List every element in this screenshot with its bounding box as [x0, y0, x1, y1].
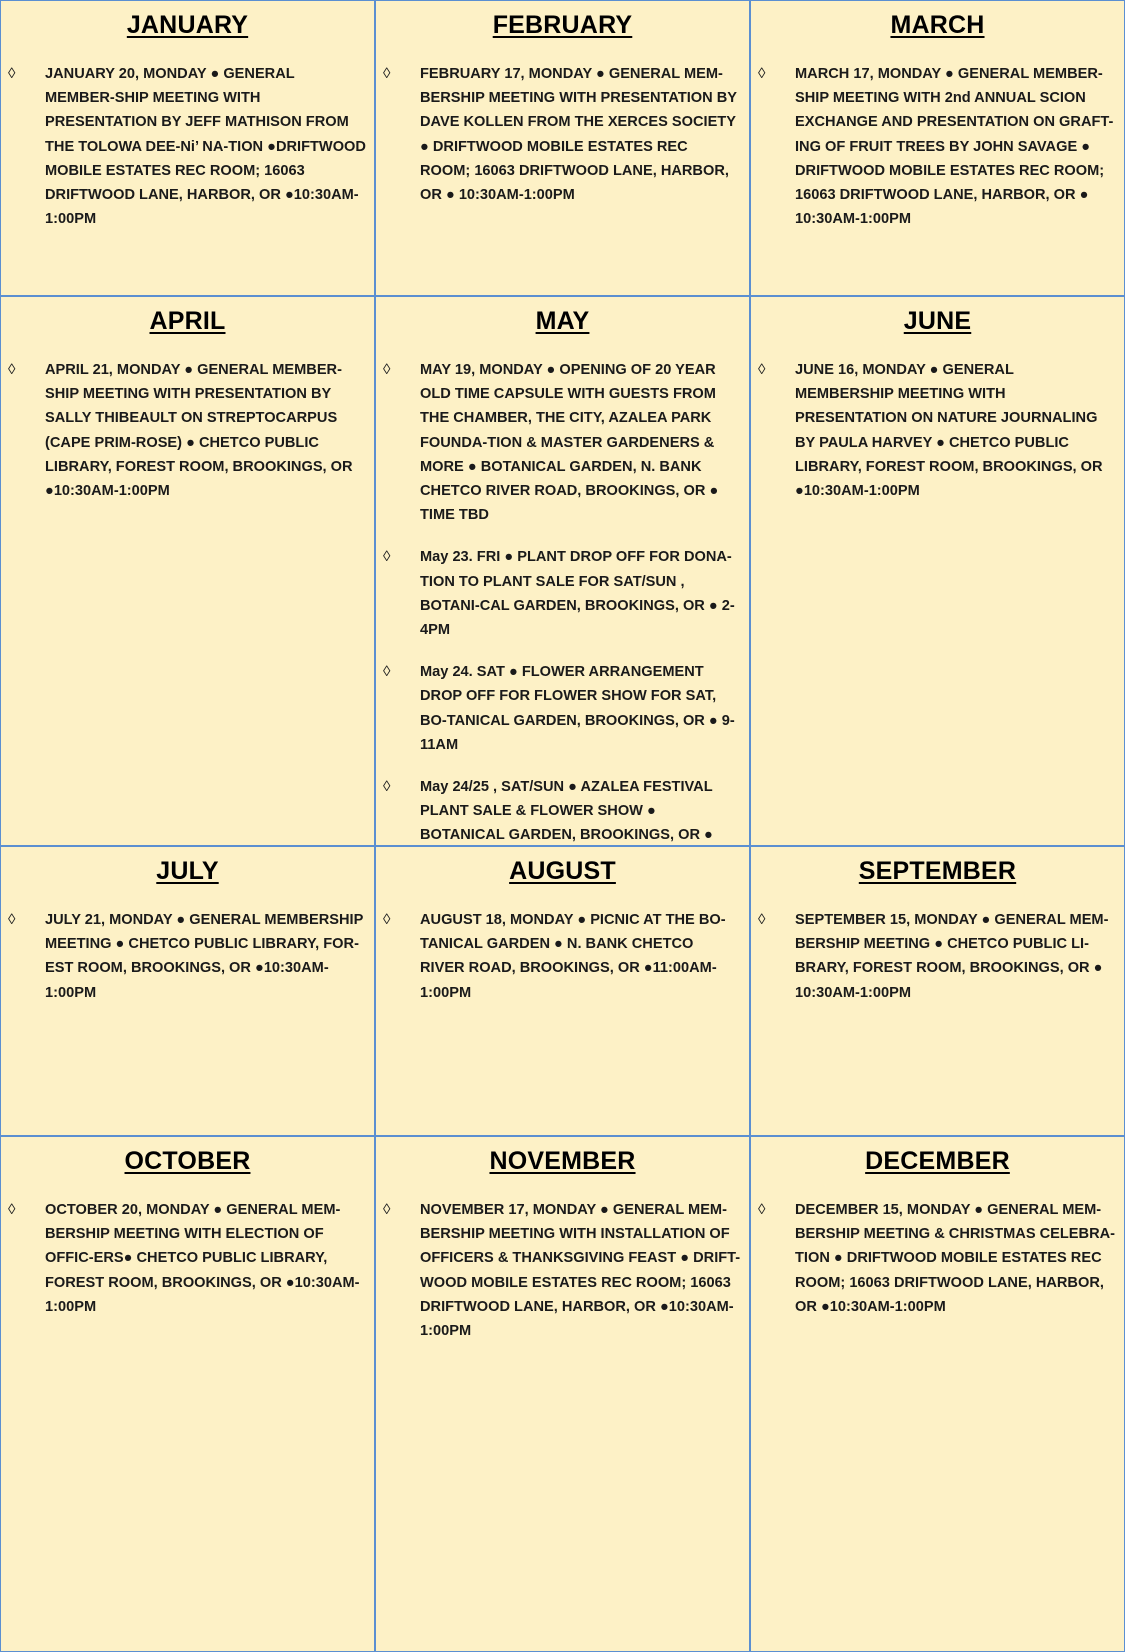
event-text: May 24. SAT ● FLOWER ARRANGEMENT DROP OFF FOR FLOWER SHOW FOR SAT, BO-TANICAL GARDEN, BROOKINGS, OR ● 9-11AM [420, 664, 735, 753]
event-item [9, 908, 366, 1005]
month-title: DECEMBER [865, 1147, 1010, 1175]
month-title: JULY [156, 857, 219, 885]
event-item [759, 62, 1116, 231]
month-cell-december [750, 1136, 1125, 1652]
month-title: MAY [535, 307, 590, 335]
diamond-bullet-icon: ◊ [8, 361, 16, 378]
diamond-bullet-icon: ◊ [8, 65, 16, 82]
event-text: May 24/25 , SAT/SUN ● AZALEA FESTIVAL PLANT SALE & FLOWER SHOW ● BOTANICAL GARDEN, BROOKINGS, OR ● [420, 779, 713, 844]
month-title: FEBRUARY [492, 11, 633, 39]
event-item [384, 1198, 741, 1343]
event-text: JUNE 16, MONDAY ● GENERAL MEMBERSHIP MEETING WITH PRESENTATION ON NATURE JOURNALING BY PAULA HARVEY ● CHETCO PUBLIC LIBRARY, FOREST ROOM, BROOKINGS, OR ●10:30AM-1:00PM [795, 362, 1103, 500]
diamond-bullet-icon: ◊ [758, 361, 766, 378]
event-item [384, 358, 741, 527]
event-text: JULY 21, MONDAY ● GENERAL MEMBERSHIP MEETING ● CHETCO PUBLIC LIBRARY, FOR-EST ROOM, BROOKINGS, OR ●10:30AM-1:00PM [45, 912, 364, 1001]
diamond-bullet-icon: ◊ [383, 911, 391, 928]
event-text: OCTOBER 20, MONDAY ● GENERAL MEM-BERSHIP MEETING WITH ELECTION OF OFFIC-ERS● CHETCO PUBLIC LIBRARY, FOREST ROOM, BROOKINGS, OR ●10:30AM-1:00PM [45, 1202, 360, 1315]
month-cell-may [375, 296, 750, 846]
event-text: DECEMBER 15, MONDAY ● GENERAL MEM-BERSHIP MEETING & CHRISTMAS CELEBRA-TION ● DRIFTWOOD MOBILE ESTATES REC ROOM; 16063 DRIFTWOOD LANE, HARBOR, OR ●10:30AM-1:00PM [795, 1202, 1116, 1315]
event-text: SEPTEMBER 15, MONDAY ● GENERAL MEM-BERSHIP MEETING ● CHETCO PUBLIC LI-BRARY, FOREST ROOM, BROOKINGS, OR ● 10:30AM-1:00PM [795, 912, 1109, 1001]
event-text: MARCH 17, MONDAY ● GENERAL MEMBER-SHIP MEETING WITH 2nd ANNUAL SCION EXCHANGE AND PRESENTATION ON GRAFT-ING OF FRUIT TREES BY JOHN SAVAGE ● DRIFTWOOD MOBILE ESTATES REC ROOM; 16063 DRIFTWOOD LANE, HARBOR, OR ● 10:30AM-1:00PM [795, 66, 1114, 228]
diamond-bullet-icon: ◊ [8, 911, 16, 928]
event-item [384, 908, 741, 1005]
month-cell-september [750, 846, 1125, 1136]
month-title: AUGUST [509, 857, 616, 885]
month-cell-february [375, 0, 750, 296]
month-cell-april [0, 296, 375, 846]
month-cell-august [375, 846, 750, 1136]
month-title: JANUARY [126, 11, 249, 39]
diamond-bullet-icon: ◊ [383, 361, 391, 378]
event-item [759, 358, 1116, 503]
event-text: May 23. FRI ● PLANT DROP OFF FOR DONA-TION TO PLANT SALE FOR SAT/SUN , BOTANI-CAL GARDEN, BROOKINGS, OR ● 2-4PM [420, 549, 735, 639]
event-item [384, 775, 741, 846]
month-cell-june [750, 296, 1125, 846]
diamond-bullet-icon: ◊ [383, 548, 391, 566]
month-title: NOVEMBER [489, 1147, 636, 1175]
event-item [759, 1198, 1116, 1319]
event-item [384, 62, 741, 207]
event-item [759, 908, 1116, 1005]
event-text: JANUARY 20, MONDAY ● GENERAL MEMBER-SHIP MEETING WITH PRESENTATION BY JEFF MATHISON FROM THE TOLOWA DEE-Ni’ NA-TION ●DRIFTWOOD MOBILE ESTATES REC ROOM; 16063 DRIFTWOOD LANE, HARBOR, OR ●10:30AM-1:00PM [45, 66, 366, 228]
event-item [9, 62, 366, 231]
event-text: NOVEMBER 17, MONDAY ● GENERAL MEM-BERSHIP MEETING WITH INSTALLATION OF OFFICERS & THANKSGIVING FEAST ● DRIFT-WOOD MOBILE ESTATES REC ROOM; 16063 DRIFTWOOD LANE, HARBOR, OR ●10:30AM-1:00PM [420, 1202, 741, 1340]
month-title: APRIL [149, 307, 226, 335]
diamond-bullet-icon: ◊ [758, 65, 766, 82]
month-cell-november [375, 1136, 750, 1652]
month-cell-july [0, 846, 375, 1136]
event-text: AUGUST 18, MONDAY ● PICNIC AT THE BO-TANICAL GARDEN ● N. BANK CHETCO RIVER ROAD, BROOKINGS, OR ●11:00AM-1:00PM [420, 912, 726, 1001]
event-item [9, 1198, 366, 1319]
event-text: APRIL 21, MONDAY ● GENERAL MEMBER-SHIP MEETING WITH PRESENTATION BY SALLY THIBEAULT ON STREPTOCARPUS (CAPE PRIM-ROSE) ● CHETCO PUBLIC LIBRARY, FOREST ROOM, BROOKINGS, OR ●10:30AM-1:00PM [45, 362, 353, 500]
month-title: SEPTEMBER [858, 857, 1017, 885]
diamond-bullet-icon: ◊ [8, 1201, 16, 1218]
month-cell-october [0, 1136, 375, 1652]
diamond-bullet-icon: ◊ [383, 1201, 391, 1218]
month-title: OCTOBER [124, 1147, 251, 1175]
month-title: MARCH [890, 11, 985, 39]
event-text: MAY 19, MONDAY ● OPENING OF 20 YEAR OLD TIME CAPSULE WITH GUESTS FROM THE CHAMBER, THE CITY, AZALEA PARK FOUNDA-TION & MASTER GARDENERS & MORE ● BOTANICAL GARDEN, N. BANK CHETCO RIVER ROAD, BROOKINGS, OR ● TIME TBD [420, 362, 719, 524]
diamond-bullet-icon: ◊ [383, 663, 391, 681]
event-item [384, 660, 741, 757]
event-item [9, 358, 366, 503]
diamond-bullet-icon: ◊ [383, 778, 391, 796]
month-title: JUNE [903, 307, 972, 335]
diamond-bullet-icon: ◊ [383, 65, 391, 82]
event-text: FEBRUARY 17, MONDAY ● GENERAL MEM-BERSHIP MEETING WITH PRESENTATION BY DAVE KOLLEN FROM THE XERCES SOCIETY ● DRIFTWOOD MOBILE ESTATES REC ROOM; 16063 DRIFTWOOD LANE, HARBOR, OR ● 10:30AM-1:00PM [420, 66, 737, 204]
diamond-bullet-icon: ◊ [758, 1201, 766, 1218]
event-item [384, 545, 741, 642]
month-cell-march [750, 0, 1125, 296]
month-cell-january [0, 0, 375, 296]
diamond-bullet-icon: ◊ [758, 911, 766, 928]
